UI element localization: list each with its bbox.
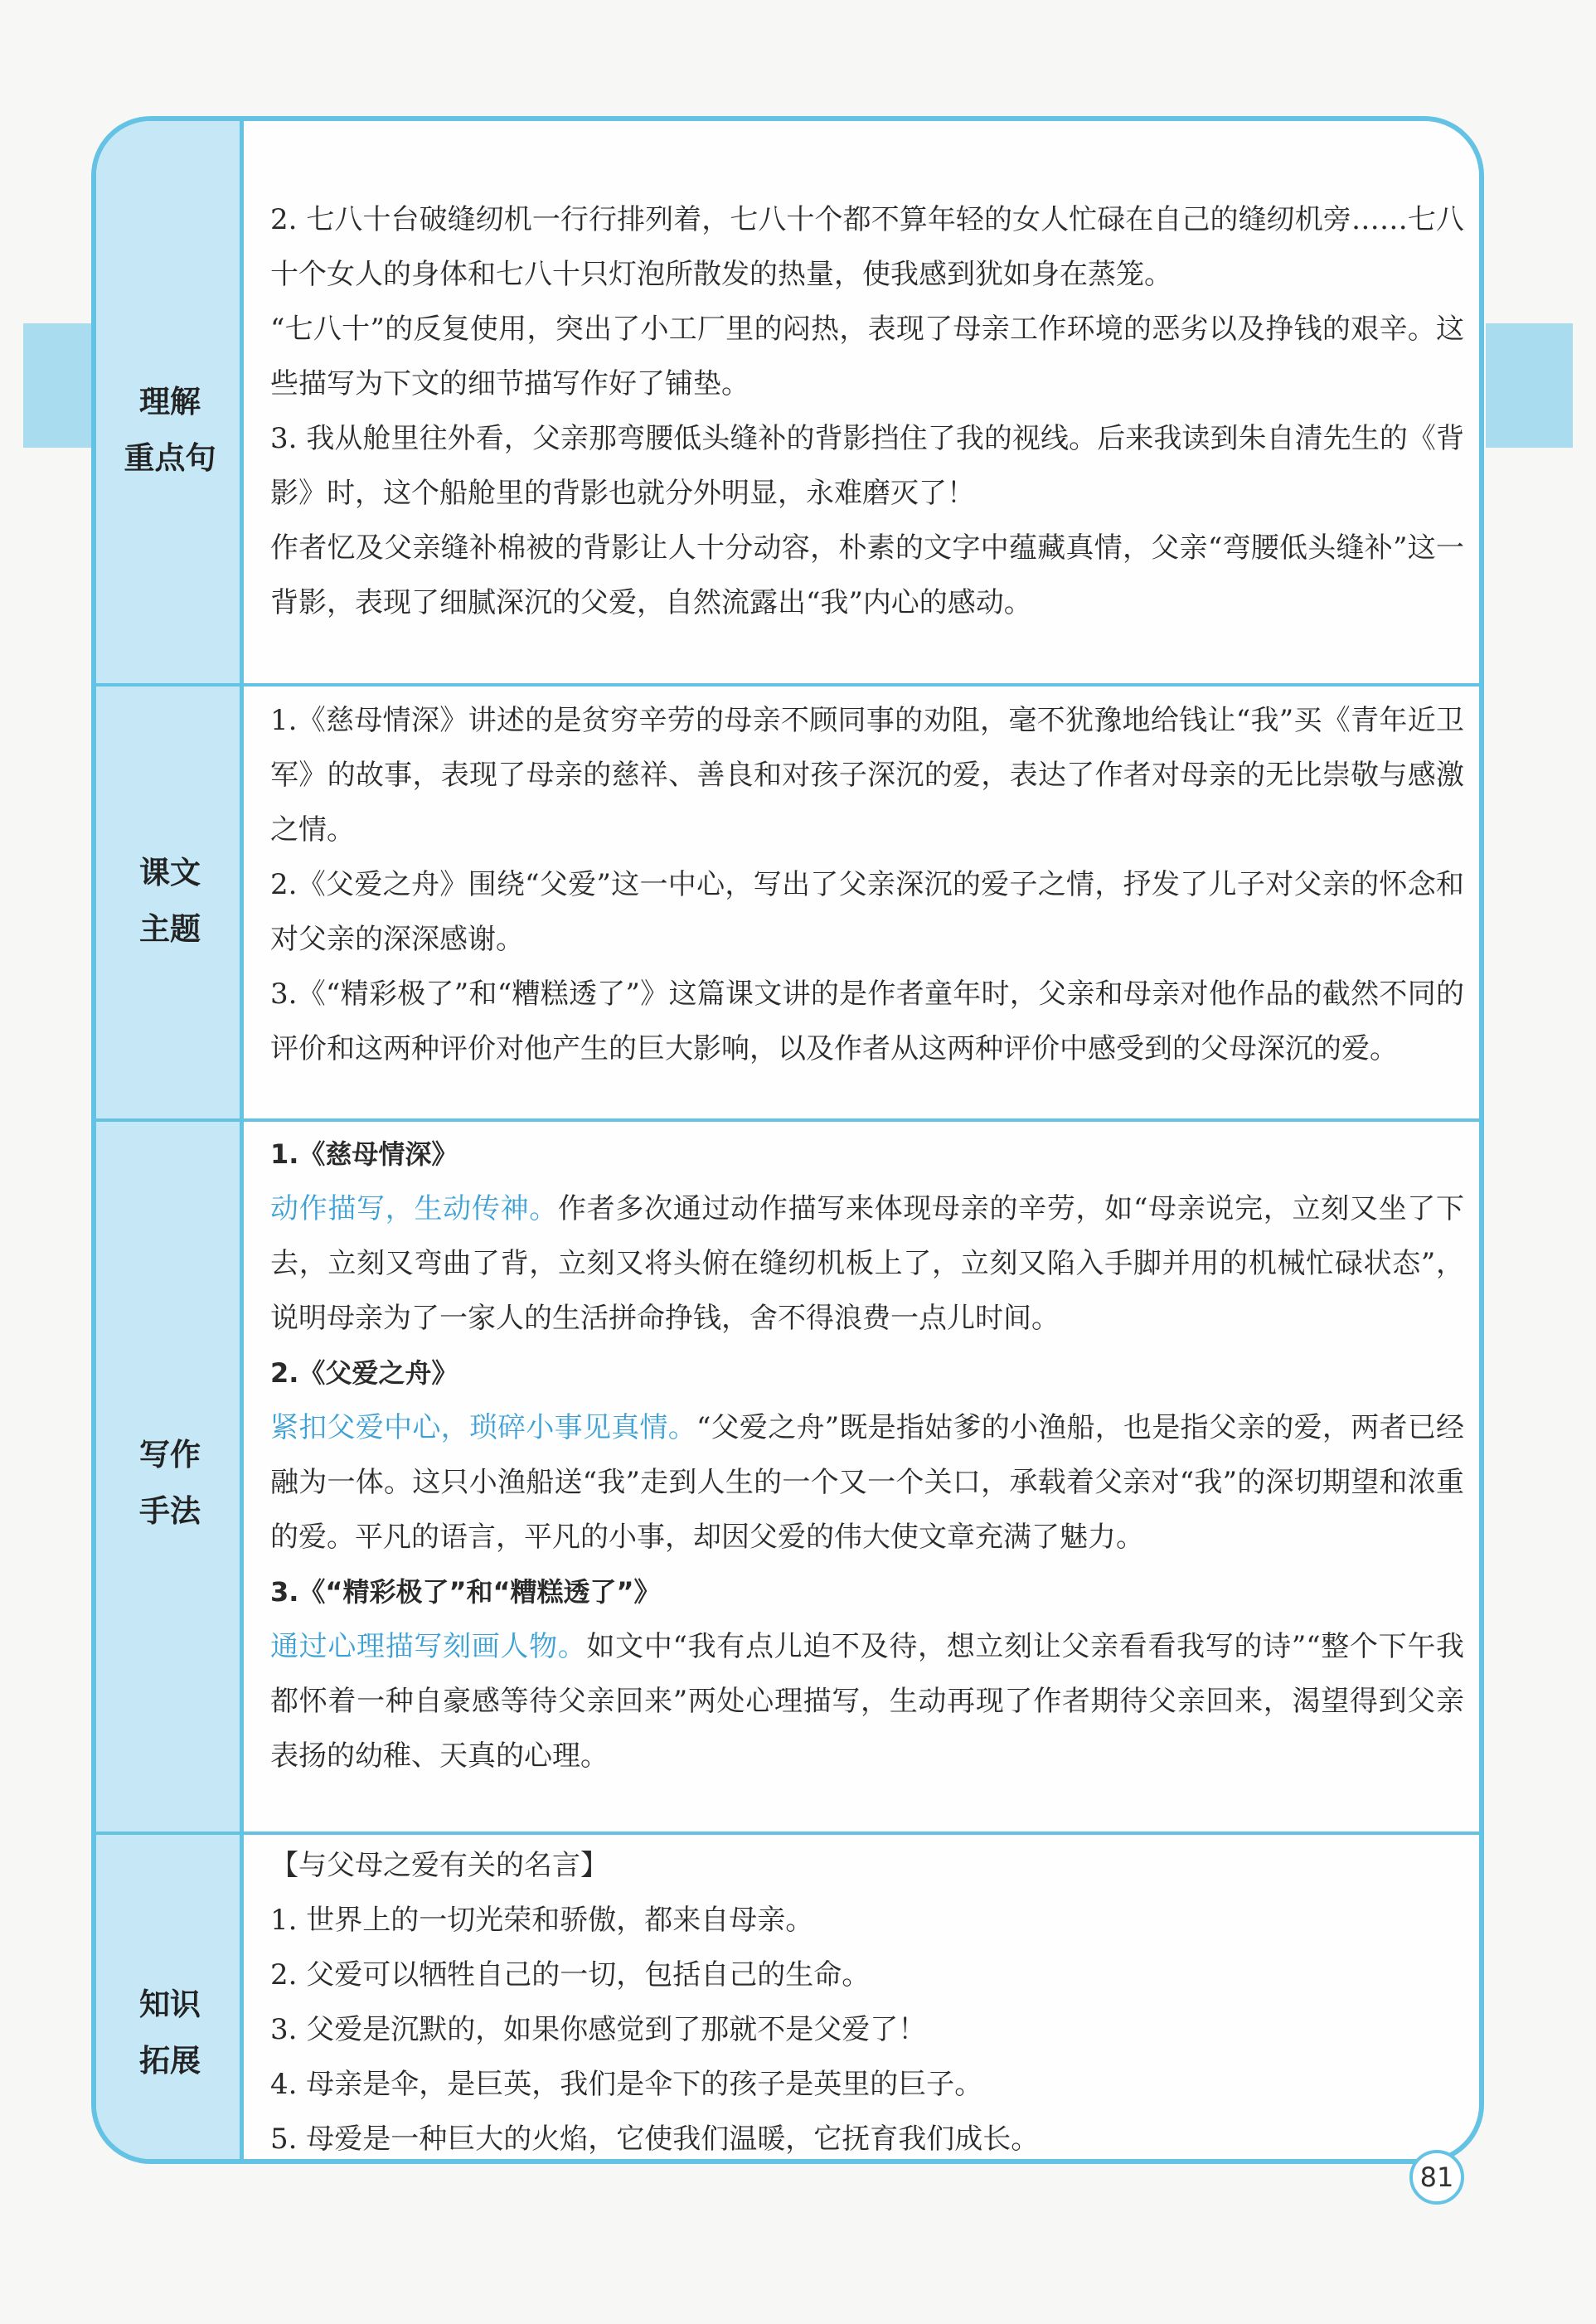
paragraph: 2.《父爱之舟》围绕“父爱”这一中心，写出了父亲深沉的爱子之情，抒发了儿子对父亲的怀念和对父亲的深深感谢。 xyxy=(270,868,1464,956)
subheading: 1.《慈母情深》 xyxy=(270,1138,458,1170)
highlight-lead: 紧扣父爱中心，琐碎小事见真情。 xyxy=(270,1411,697,1444)
page-number: 81 xyxy=(1409,2150,1464,2205)
paragraph: “七八十”的反复使用，突出了小工厂里的闷热，表现了母亲工作环境的恶劣以及挣钱的艰辛。这些描写为下文的细节描写作好了铺垫。 xyxy=(270,313,1464,400)
section-label-extension: 知识 拓展 xyxy=(139,1987,201,2079)
paragraph: 紧扣父爱中心，琐碎小事见真情。“父爱之舟”既是指姑爹的小渔船，也是指父亲的爱，两者已经融为一体。这只小渔船送“我”走到人生的一个又一个关口，承载着父亲对“我”的深切期望和浓重的爱。平凡的语言，平凡的小事，却因父爱的伟大使文章充满了魅力。 xyxy=(270,1411,1464,1554)
paragraph: 3. 我从舱里往外看，父亲那弯腰低头缝补的背影挡住了我的视线。后来我读到朱自清先生的《背影》时，这个船舱里的背影也就分外明显，永难磨灭了！ xyxy=(270,422,1464,510)
paragraph: 通过心理描写刻画人物。如文中“我有点儿迫不及待，想立刻让父亲看看我写的诗”“整个下午我都怀着一种自豪感等待父亲回来”两处心理描写，生动再现了作者期待父亲回来，渴望得到父亲表扬的幼稚、天真的心理。 xyxy=(270,1630,1465,1773)
content-frame xyxy=(91,116,1484,2164)
quote-item: 4. 母亲是伞，是巨英，我们是伞下的孩子是英里的巨子。 xyxy=(270,2068,983,2101)
section-label-writing: 写作 手法 xyxy=(139,1437,201,1529)
quote-heading: 【与父母之爱有关的名言】 xyxy=(270,1849,609,1882)
section-divider xyxy=(96,683,1481,687)
section-understanding xyxy=(270,192,1464,630)
paragraph: 3.《“精彩极了”和“糟糕透了”》这篇课文讲的是作者童年时，父亲和母亲对他作品的截然不同的评价和这两种评价对他产生的巨大影响，以及作者从这两种评价中感受到的父母深沉的爱。 xyxy=(270,978,1464,1065)
paragraph: 动作描写，生动传神。作者多次通过动作描写来体现母亲的辛劳，如“母亲说完，立刻又坐了下去，立刻又弯曲了背，立刻又将头俯在缝纫机板上了，立刻又陷入手脚并用的机械忙碌状态”，说明母亲为了一家人的生活拼命挣钱，舍不得浪费一点儿时间。 xyxy=(270,1192,1464,1335)
section-theme xyxy=(270,693,1464,1076)
quote-item: 2. 父爱可以牺牲自己的一切，包括自己的生命。 xyxy=(270,1958,871,1992)
quote-item: 5. 母爱是一种巨大的火焰，它使我们温暖，它抚育我们成长。 xyxy=(270,2123,1040,2156)
section-extension xyxy=(270,1838,1464,2164)
subheading: 3.《“精彩极了”和“糟糕透了”》 xyxy=(270,1576,661,1608)
section-label-theme: 课文 主题 xyxy=(139,855,201,947)
quote-item: 1. 世界上的一切光荣和骄傲，都来自母亲。 xyxy=(270,1904,814,1937)
highlight-lead: 动作描写，生动传神。 xyxy=(270,1192,558,1225)
paragraph: 作者忆及父亲缝补棉被的背影让人十分动容，朴素的文字中蕴藏真情，父亲“弯腰低头缝补”这一背影，表现了细腻深沉的父爱，自然流露出“我”内心的感动。 xyxy=(270,531,1464,619)
quote-item: 3. 父爱是沉默的，如果你感觉到了那就不是父爱了！ xyxy=(270,2013,927,2046)
subheading: 2.《父爱之舟》 xyxy=(270,1357,458,1389)
highlight-lead: 通过心理描写刻画人物。 xyxy=(270,1630,587,1663)
paragraph: 2. 七八十台破缝纫机一行行排列着，七八十个都不算年轻的女人忙碌在自己的缝纫机旁……七八十个女人的身体和七八十只灯泡所散发的热量，使我感到犹如身在蒸笼。 xyxy=(270,203,1464,291)
section-divider xyxy=(96,1832,1481,1835)
section-label-understanding: 理解 重点句 xyxy=(124,384,216,476)
right-edge-tab xyxy=(1486,323,1573,448)
paragraph: 1.《慈母情深》讲述的是贫穷辛劳的母亲不顾同事的劝阻，毫不犹豫地给钱让“我”买《青年近卫军》的故事，表现了母亲的慈祥、善良和对孩子深沉的爱，表达了作者对母亲的无比崇敬与感激之情。 xyxy=(270,704,1464,847)
section-writing xyxy=(270,1127,1464,1783)
section-divider xyxy=(96,1118,1481,1122)
